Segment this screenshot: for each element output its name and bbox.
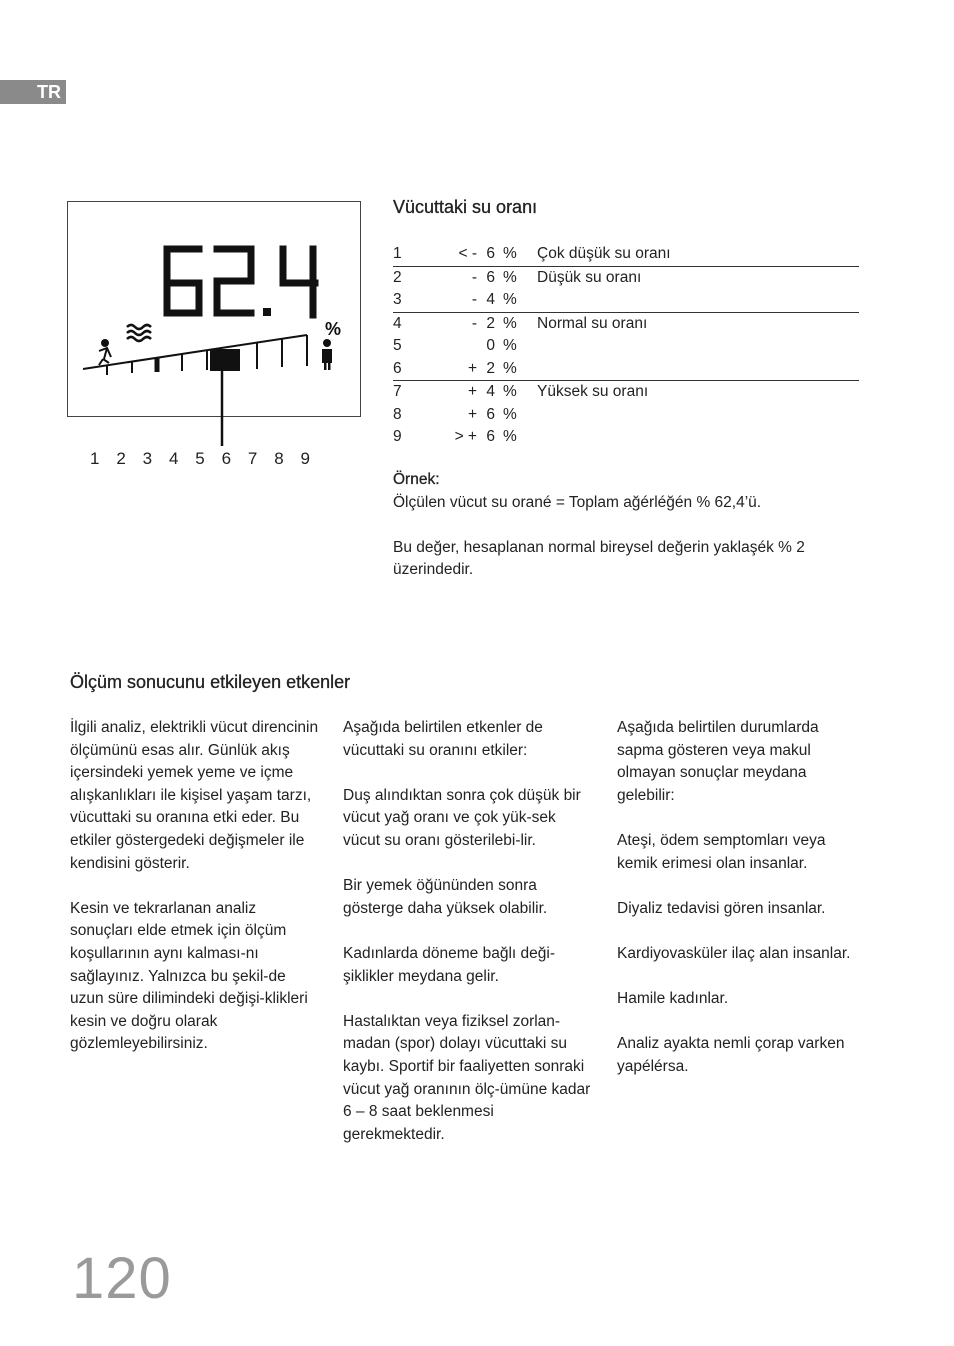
row-value: 4 [483,381,495,404]
row-description: Düşük su oranı [537,266,859,289]
row-sign: - [427,266,483,289]
row-description: Çok düşük su oranı [537,245,671,263]
row-sign: + [427,381,483,404]
factors-column-2 [343,717,593,1169]
row-description [537,404,859,427]
row-description [537,335,859,358]
scale-number: 6 [221,449,232,468]
bar-scale [83,335,307,375]
row-value: 2 [483,312,495,335]
language-tab: TR [0,80,66,104]
row-index: 5 [393,337,402,355]
water-table-row [393,426,859,449]
scale-number: 1 [90,449,100,468]
lcd-reading-digits [167,249,315,315]
scale-number: 7 [247,449,258,468]
row-description [537,426,859,449]
paragraph: Duş alındıktan sonra çok düşük bir vücut yağ oranı ve çok yük-sek vücut su oranı gösterilebi-lir. [343,786,581,849]
paragraph: Diyaliz tedavisi gören insanlar. [617,899,826,917]
row-unit: % [503,337,517,355]
paragraph: Ateşi, ödem semptomları veya kemik erimesi olan insanlar. [617,831,826,872]
factors-column-3 [617,717,867,1101]
person-icon [322,339,332,370]
row-index: 8 [393,405,402,423]
row-index: 1 [393,245,402,263]
row-sign: - [427,312,483,335]
water-table-row [393,312,859,335]
paragraph: Aşağıda belirtilen durumlarda sapma gösteren veya makul olmayan sonuçlar meydana gelebilir: [617,719,819,804]
scale-number: 3 [142,449,153,468]
row-value: 6 [486,428,495,446]
row-unit: % [495,381,537,404]
row-description [537,358,859,381]
example-block [393,469,859,605]
row-unit: % [503,291,517,309]
percent-symbol: % [325,319,342,339]
paragraph: Hastalıktan veya fiziksel zorlan-madan (spor) dolayı vücuttaki su kaybı. Sportif bir faaliyetten sonraki vücut yağ oranının ölç-ümüne kadar 6 – 8 saat beklenmesi gerekmektedir. [343,1012,591,1143]
row-unit: % [503,428,517,446]
row-sign: + [467,405,477,423]
row-value: 6 [486,405,495,423]
factors-section-title: Ölçüm sonucunu etkileyen etkenler [70,672,351,692]
row-value: 0 [486,337,495,355]
athlete-icon [99,340,111,365]
row-sign: + [467,359,477,377]
example-text: Ölçülen vücut su orané = Toplam ağérléğén % 62,4’ü. [393,493,762,511]
row-index: 7 [393,381,427,404]
row-unit: % [503,359,517,377]
water-table-row [393,381,859,404]
row-unit: % [495,266,537,289]
paragraph: İlgili analiz, elektrikli vücut direncinin ölçümünü esas alır. Günlük akış içersindeki yemek yeme ve içme alışkanlıkları ile kişisel yaşam tarzı, vücuttaki su oranına etki eder. Bu etkiler göstergedeki değişmeler ile kendisini gösterir. [70,719,319,872]
row-index: 9 [393,428,402,446]
paragraph: Aşağıda belirtilen etkenler de vücuttaki su oranını etkiler: [343,719,543,759]
paragraph: Bir yemek öğününden sonra gösterge daha yüksek olabilir. [343,877,548,917]
row-description: Yüksek su oranı [537,381,859,404]
water-table-row [393,335,859,358]
water-table-row [393,266,859,289]
row-sign: > + [454,428,477,446]
row-index: 2 [393,266,427,289]
row-sign: - [471,291,477,309]
note-text: Bu değer, hesaplanan normal bireysel değerin yaklaşék % 2 üzerindedir. [393,538,805,579]
scale-number: 5 [195,449,205,468]
example-label: Örnek: [393,471,440,488]
water-icon [127,325,151,341]
row-index: 6 [393,359,402,377]
scale-number: 9 [300,449,310,468]
factors-column-1 [70,717,320,1079]
row-sign [427,335,483,358]
row-unit: % [503,245,517,263]
row-value: 4 [486,291,495,309]
row-unit: % [495,312,537,335]
scale-number: 4 [168,449,179,468]
row-unit: % [503,405,517,423]
row-description: Normal su oranı [537,312,859,335]
row-sign: < - [458,245,477,263]
paragraph: Analiz ayakta nemli çorap varken yapélérsa. [617,1035,845,1075]
scale-number: 8 [274,449,284,468]
row-index: 3 [393,291,402,309]
row-index: 4 [393,312,427,335]
selected-segment-block [210,349,240,371]
water-table-row [393,404,859,427]
row-value: 6 [486,245,495,263]
row-value: 6 [483,266,495,289]
paragraph: Kardiyovasküler ilaç alan insanlar. [617,944,851,962]
paragraph: Hamile kadınlar. [617,990,729,1008]
row-value: 2 [486,359,495,377]
water-ratio-table [393,243,859,449]
water-table-row [393,243,859,266]
paragraph: Kadınlarda döneme bağlı deği-şiklikler meydana gelir. [343,944,555,985]
water-table-row [393,358,859,381]
lcd-display-graphic [67,201,367,451]
scale-number: 2 [116,449,126,468]
water-section-title: Vücuttaki su oranı [393,197,538,217]
water-table-row [393,289,859,312]
decimal-point [263,308,271,316]
row-description [537,289,859,312]
scale-numbers [90,449,310,469]
paragraph: Kesin ve tekrarlanan analiz sonuçları elde etmek için ölçüm koşullarının aynı kalması-nı sağlayınız. Yalnızca bu şekil-de uzun süre dilimindeki değişi-klikleri kesin ve doğru olarak gözlemleyebilirsiniz. [70,899,308,1053]
page-number: 120 [72,1246,172,1311]
